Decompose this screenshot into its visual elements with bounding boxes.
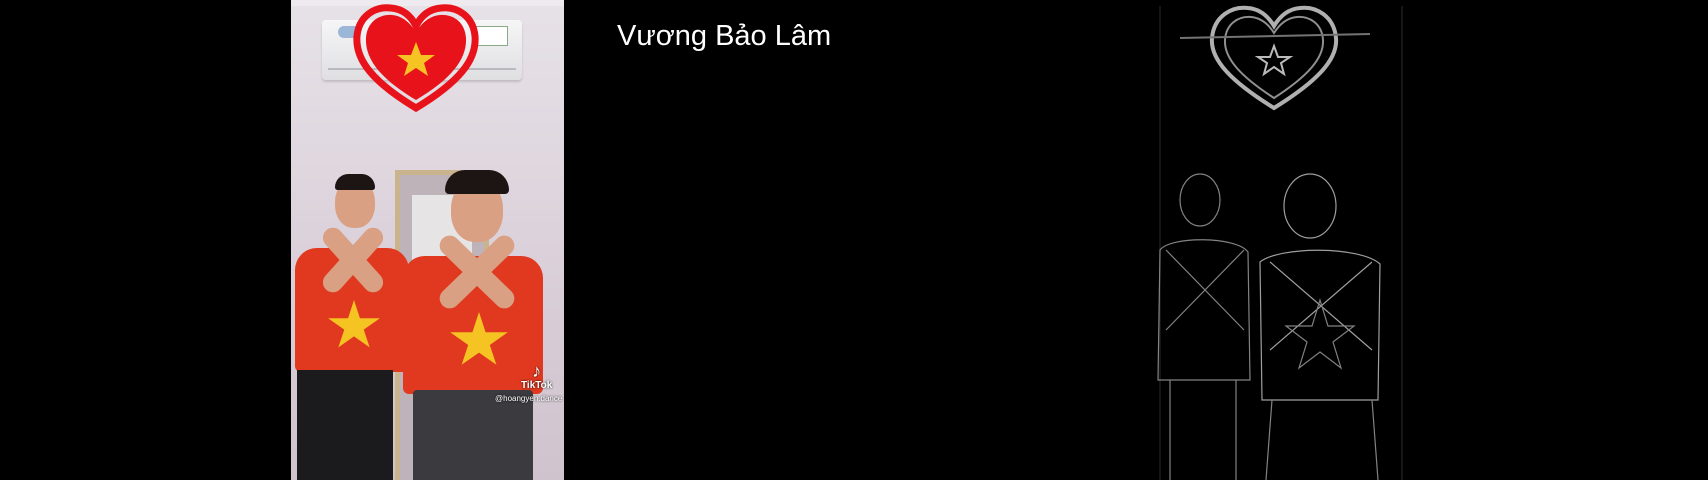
tiktok-brand: TikTok (521, 380, 553, 391)
dancer-left-hair (335, 174, 375, 190)
video-frame[interactable] (291, 0, 564, 480)
dancer-left (291, 0, 421, 480)
edge-outline-figure (1140, 0, 1420, 480)
song-title: Vương Bảo Lâm (617, 20, 832, 52)
dancer-right-skirt (413, 390, 533, 480)
tiktok-handle: @hoangyen.dance (495, 394, 563, 403)
dancer-left-pants (297, 370, 393, 480)
tiktok-watermark (521, 362, 552, 391)
dancer-right-hair (445, 170, 509, 194)
tiktok-logo-icon: ♪ (532, 361, 542, 381)
edge-detected-frame (1140, 0, 1420, 480)
dancer-right (403, 0, 563, 480)
